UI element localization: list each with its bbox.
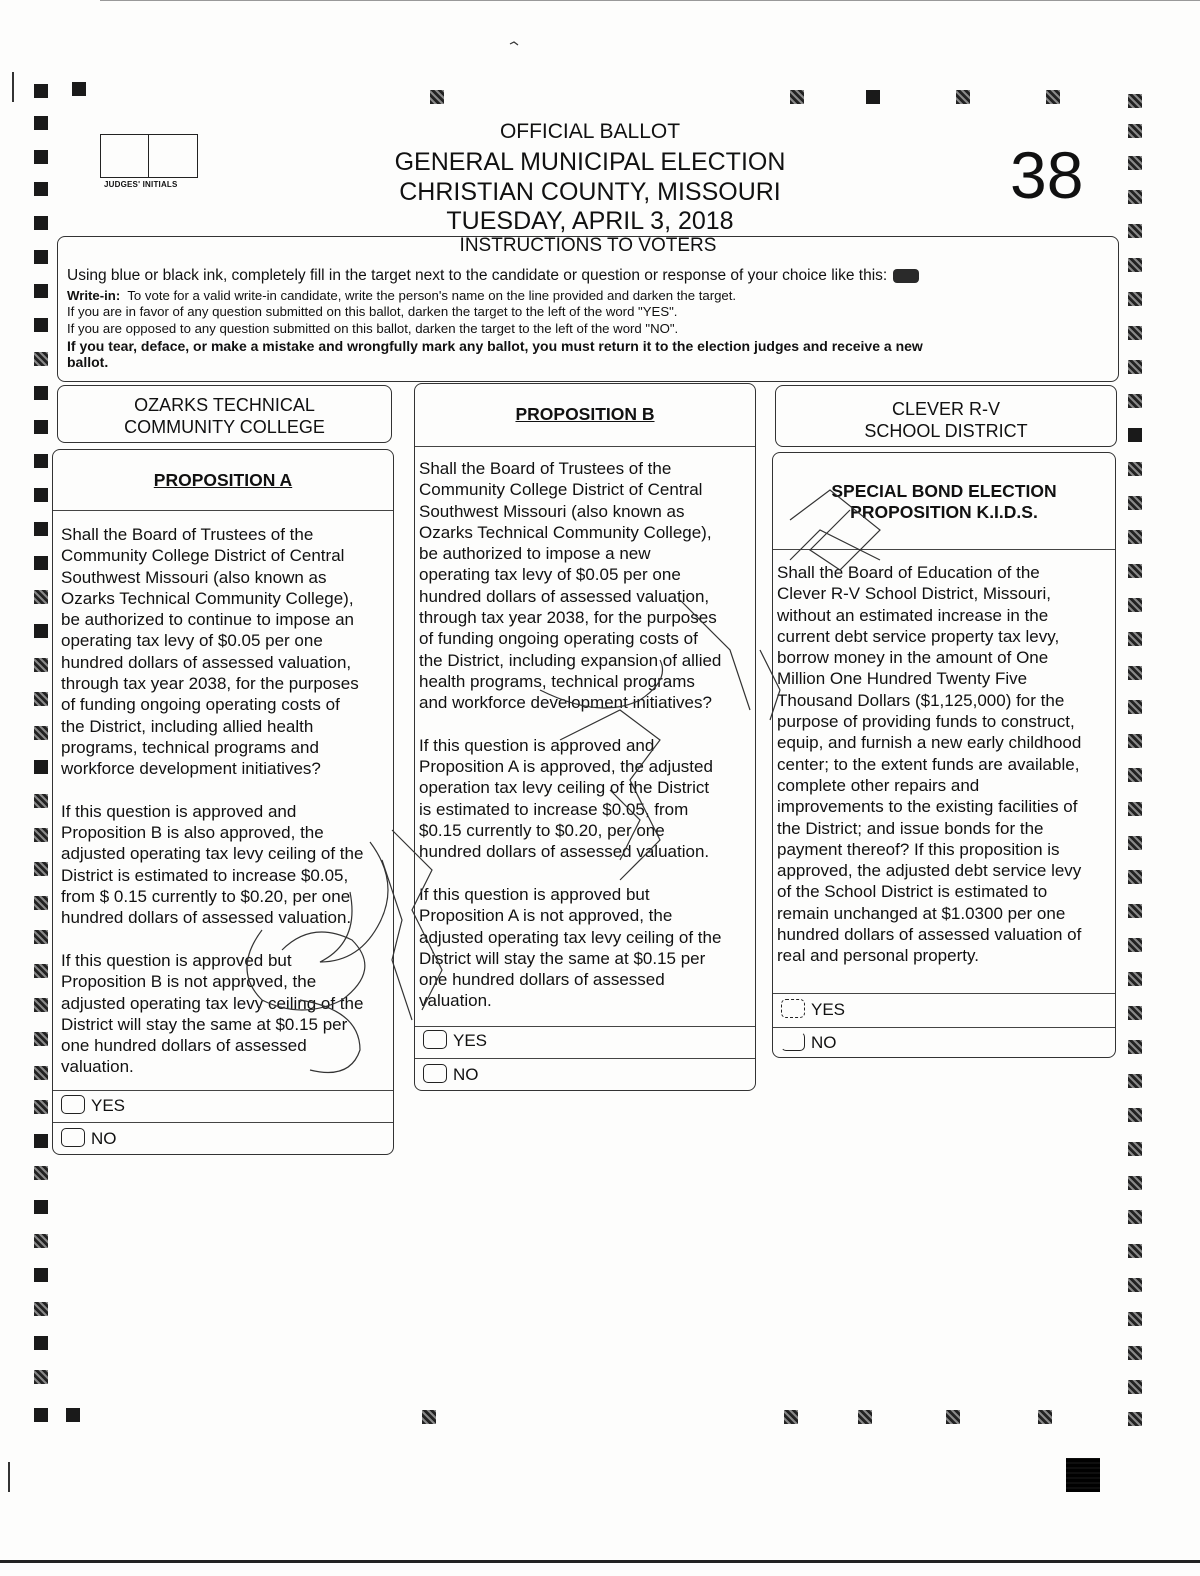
proposition-text-line: approved, the adjusted debt service levy <box>777 861 1082 881</box>
timing-mark <box>34 1134 48 1148</box>
timing-mark <box>1128 734 1142 748</box>
proposition-text-line: Southwest Missouri (also known as <box>419 501 685 521</box>
instruction-line <box>67 268 919 284</box>
timing-mark <box>72 82 86 96</box>
timing-mark <box>1128 904 1142 918</box>
timing-mark <box>1128 224 1142 238</box>
timing-mark <box>66 1408 80 1422</box>
instruction-text: To vote for a valid write-in candidate, write the person's name on the line provided and darken the target. <box>127 288 737 303</box>
proposition-text-line: hundred dollars of assessed valuation. <box>419 842 710 862</box>
timing-mark <box>1128 394 1142 408</box>
proposition-text-line: Ozarks Technical Community College), <box>61 588 354 608</box>
timing-mark <box>34 284 48 298</box>
yes-option[interactable] <box>781 1000 845 1020</box>
divider <box>415 1058 755 1059</box>
timing-mark <box>34 522 48 536</box>
county-name: CHRISTIAN COUNTY, MISSOURI <box>399 178 781 206</box>
proposition-text-line: hundred dollars of assessed valuation, <box>61 652 352 672</box>
proposition-text-line: through tax year 2038, for the purposes <box>419 608 717 628</box>
proposition-text-line: If this question is approved but <box>61 950 292 970</box>
proposition-text-line: Shall the Board of Trustees of the <box>419 459 672 478</box>
proposition-a-box <box>52 449 394 1155</box>
timing-mark <box>1128 258 1142 272</box>
timing-mark <box>34 624 48 638</box>
ballot-number: 38 <box>1010 138 1084 212</box>
timing-mark <box>1128 1380 1142 1394</box>
proposition-text-line: Clever R-V School District, Missouri, <box>777 584 1051 604</box>
divider <box>415 1026 755 1027</box>
proposition-title: PROPOSITION A <box>153 470 293 490</box>
timing-mark <box>956 90 970 104</box>
option-label: YES <box>811 1000 846 1019</box>
column-heading-line: CLEVER R-V <box>891 399 1001 419</box>
timing-mark <box>34 998 48 1012</box>
timing-mark <box>34 964 48 978</box>
proposition-text-line: through tax year 2038, for the purposes <box>61 674 359 694</box>
yes-option[interactable] <box>423 1031 487 1051</box>
proposition-text-line: and workforce development initiatives? <box>419 693 712 713</box>
proposition-text-line: Community College District of Central <box>61 546 345 566</box>
timing-mark <box>1128 1108 1142 1122</box>
timing-mark <box>422 1410 436 1424</box>
timing-mark <box>34 930 48 944</box>
timing-mark <box>1128 1278 1142 1292</box>
timing-mark <box>784 1410 798 1424</box>
timing-mark <box>946 1410 960 1424</box>
timing-mark <box>1128 1346 1142 1360</box>
timing-mark <box>1128 700 1142 714</box>
timing-mark <box>34 1200 48 1214</box>
timing-mark <box>1128 94 1142 108</box>
judges-initials-box[interactable] <box>100 134 198 178</box>
proposition-text-line: adjusted operating tax levy ceiling of the <box>61 993 364 1013</box>
proposition-text-line <box>419 714 721 735</box>
proposition-text-line: Southwest Missouri (also known as <box>61 567 327 587</box>
timing-mark <box>1128 836 1142 850</box>
proposition-text-line: Shall the Board of Trustees of the <box>61 525 314 544</box>
timing-mark <box>34 658 48 672</box>
vote-target[interactable] <box>423 1030 447 1049</box>
instruction-line: If you are opposed to any question submitted on this ballot, darken the target to the left of the word "NO". <box>67 321 679 336</box>
timing-mark <box>34 590 48 604</box>
proposition-text-line: valuation. <box>419 991 492 1011</box>
proposition-title: PROPOSITION B <box>515 404 655 424</box>
timing-mark <box>34 1370 48 1384</box>
divider <box>773 993 1115 994</box>
proposition-text-line: hundred dollars of assessed valuation of <box>777 925 1082 945</box>
timing-mark <box>858 1410 872 1424</box>
proposition-text-line: the District, including expansion of allied <box>419 650 722 670</box>
ballot-title: OFFICIAL BALLOT <box>499 120 681 143</box>
yes-option[interactable] <box>61 1096 125 1116</box>
timing-mark <box>34 726 48 740</box>
timing-mark <box>1128 1244 1142 1258</box>
timing-mark <box>34 84 48 98</box>
proposition-text-line: be authorized to continue to impose an <box>61 610 354 630</box>
timing-mark <box>1128 972 1142 986</box>
timing-mark <box>34 1066 48 1080</box>
divider <box>773 1027 1115 1028</box>
timing-mark <box>1128 598 1142 612</box>
column-heading-line: COMMUNITY COLLEGE <box>124 417 325 437</box>
proposition-text-line: the District, including allied health <box>61 716 314 736</box>
timing-mark <box>1128 1074 1142 1088</box>
proposition-text-line: remain unchanged at $1.0300 per one <box>777 903 1066 923</box>
timing-mark <box>1128 938 1142 952</box>
election-name: GENERAL MUNICIPAL ELECTION <box>394 148 786 176</box>
timing-mark <box>34 488 48 502</box>
election-date: TUESDAY, APRIL 3, 2018 <box>446 207 734 235</box>
timing-mark <box>1128 1176 1142 1190</box>
proposition-b-box <box>414 383 756 1091</box>
page-bottom-edge <box>0 1560 1200 1563</box>
vote-target[interactable] <box>61 1095 85 1114</box>
proposition-text-line <box>419 863 721 884</box>
proposition-text-line: $0.15 currently to $0.20, per one <box>419 821 665 841</box>
proposition-text-line: hundred dollars of assessed valuation. <box>61 908 352 928</box>
divider <box>53 510 393 511</box>
timing-mark <box>1128 124 1142 138</box>
proposition-text-line: Community College District of Central <box>419 480 703 500</box>
proposition-text-line: operation tax levy ceiling of the District <box>419 778 710 798</box>
option-label: NO <box>453 1065 479 1084</box>
proposition-text-line: operating tax levy of $0.05 per one <box>61 631 323 651</box>
divider <box>53 1122 393 1123</box>
timing-mark <box>34 420 48 434</box>
timing-mark <box>34 760 48 774</box>
option-label: YES <box>453 1031 488 1050</box>
proposition-text-line: District will stay the same at $0.15 per <box>61 1014 348 1034</box>
column-heading-line: SCHOOL DISTRICT <box>864 421 1028 441</box>
timing-mark <box>1128 1142 1142 1156</box>
timing-mark <box>1128 564 1142 578</box>
timing-mark <box>34 1302 48 1316</box>
divider <box>415 446 755 447</box>
proposition-text-line: District is estimated to increase $0.05, <box>61 865 349 885</box>
timing-mark <box>34 386 48 400</box>
proposition-text-line: programs, technical programs and <box>61 737 319 757</box>
timing-mark <box>34 454 48 468</box>
timing-mark <box>34 116 48 130</box>
timing-mark <box>1128 666 1142 680</box>
timing-mark <box>34 1100 48 1114</box>
timing-mark <box>1128 1006 1142 1020</box>
instruction-text: Using blue or black ink, completely fill in the target next to the candidate or question or response of your choice like this: <box>67 267 888 284</box>
proposition-title: SPECIAL BOND ELECTION <box>831 481 1057 501</box>
proposition-text-line: adjusted operating tax levy ceiling of the <box>61 844 364 864</box>
proposition-text-line: Thousand Dollars ($1,125,000) for the <box>777 690 1065 710</box>
timing-mark <box>1128 462 1142 476</box>
instruction-line: ballot. <box>67 354 109 370</box>
timing-mark <box>1128 1040 1142 1054</box>
timing-mark <box>1128 1312 1142 1326</box>
no-option[interactable] <box>781 1033 837 1053</box>
proposition-text-line: improvements to the existing facilities of <box>777 797 1078 817</box>
proposition-text-line: one hundred dollars of assessed <box>419 970 665 990</box>
proposition-text-line: current debt service property tax levy, <box>777 626 1060 646</box>
timing-mark <box>34 352 48 366</box>
proposition-text-line: Million One Hundred Twenty Five <box>777 669 1028 689</box>
timing-mark <box>34 794 48 808</box>
timing-mark <box>34 1268 48 1282</box>
proposition-text-line: Proposition A is approved, the adjusted <box>419 757 713 777</box>
proposition-kids-box <box>772 452 1116 1058</box>
proposition-text-line: adjusted operating tax levy ceiling of the <box>419 927 722 947</box>
proposition-text-line: Shall the Board of Education of the <box>777 563 1040 582</box>
option-label: NO <box>811 1033 837 1052</box>
judge-initial-cell[interactable] <box>101 135 149 177</box>
timing-mark <box>1128 190 1142 204</box>
timing-mark <box>34 1234 48 1248</box>
proposition-text-line: health programs, technical programs <box>419 671 695 691</box>
proposition-text-line <box>61 780 363 801</box>
proposition-text <box>61 524 363 1078</box>
no-option[interactable] <box>61 1129 117 1149</box>
proposition-text-line: District will stay the same at $0.15 per <box>419 948 706 968</box>
proposition-text-line: hundred dollars of assessed valuation, <box>419 586 710 606</box>
proposition-text-line: one hundred dollars of assessed <box>61 1036 307 1056</box>
scribble-stroke <box>510 42 518 45</box>
proposition-text-line: is estimated to increase $0.05, from <box>419 799 689 819</box>
timing-mark <box>34 862 48 876</box>
timing-mark <box>34 1166 48 1180</box>
divider <box>773 549 1115 550</box>
proposition-text-line: purpose of providing funds to construct, <box>777 712 1075 732</box>
timing-mark <box>1128 802 1142 816</box>
filled-target-sample-icon <box>893 269 919 283</box>
timing-mark <box>34 1336 48 1350</box>
timing-mark <box>1128 292 1142 306</box>
timing-mark <box>34 1408 48 1422</box>
proposition-text-line: of funding ongoing operating costs of <box>61 695 340 715</box>
proposition-text-line: real and personal property. <box>777 946 979 966</box>
column-heading-box <box>57 385 392 443</box>
option-label: NO <box>91 1129 117 1148</box>
barcode-icon <box>1066 1458 1100 1492</box>
option-label: YES <box>91 1096 126 1115</box>
proposition-text-line: valuation. <box>61 1057 134 1077</box>
proposition-text-line: Ozarks Technical Community College), <box>419 522 712 542</box>
proposition-text-line: be authorized to impose a new <box>419 544 651 564</box>
timing-mark <box>34 828 48 842</box>
proposition-text-line: from $ 0.15 currently to $0.20, per one <box>61 887 351 907</box>
proposition-text-line: of the School District is estimated to <box>777 882 1048 902</box>
timing-mark <box>34 896 48 910</box>
timing-mark <box>1128 428 1142 442</box>
timing-mark <box>1038 1410 1052 1424</box>
proposition-title: PROPOSITION K.I.D.S. <box>850 502 1038 522</box>
timing-mark <box>1128 768 1142 782</box>
timing-mark <box>34 182 48 196</box>
proposition-text-line: payment thereof? If this proposition is <box>777 839 1060 859</box>
timing-mark <box>1128 496 1142 510</box>
timing-mark <box>1128 326 1142 340</box>
vote-target[interactable] <box>423 1064 447 1083</box>
divider <box>53 1090 393 1091</box>
proposition-text-line: without an estimated increase in the <box>777 605 1049 625</box>
proposition-text-line: complete other repairs and <box>777 775 980 795</box>
timing-mark <box>1128 530 1142 544</box>
timing-mark <box>790 90 804 104</box>
instruction-line: If you tear, deface, or make a mistake and wrongfully mark any ballot, you must return it to the election judges and receive a new <box>67 338 923 354</box>
timing-mark <box>34 1032 48 1046</box>
timing-mark <box>866 90 880 104</box>
timing-mark <box>34 556 48 570</box>
timing-mark <box>1128 156 1142 170</box>
proposition-text-line: the District; and issue bonds for the <box>777 818 1044 838</box>
vote-target[interactable] <box>781 1032 805 1051</box>
proposition-text <box>419 458 721 1012</box>
timing-mark <box>34 250 48 264</box>
proposition-text-line: If this question is approved but <box>419 884 650 904</box>
timing-mark <box>1128 632 1142 646</box>
no-option[interactable] <box>423 1065 479 1085</box>
instructions-title: INSTRUCTIONS TO VOTERS <box>459 235 717 256</box>
instructions-box <box>57 236 1119 382</box>
timing-mark <box>34 150 48 164</box>
proposition-text-line: borrow money in the amount of One <box>777 648 1049 668</box>
timing-mark <box>1128 360 1142 374</box>
timing-mark <box>1046 90 1060 104</box>
proposition-text-line: equip, and furnish a new early childhood <box>777 733 1082 753</box>
write-in-label: Write-in: <box>67 288 121 303</box>
timing-mark <box>1128 1210 1142 1224</box>
page-top-edge <box>100 0 1200 1</box>
proposition-text-line: If this question is approved and <box>61 801 297 821</box>
timing-mark <box>34 692 48 706</box>
proposition-text-line: workforce development initiatives? <box>61 759 321 779</box>
scan-edge-line <box>12 72 14 102</box>
instruction-line <box>67 288 736 304</box>
column-heading-box <box>775 385 1117 447</box>
proposition-text-line: center; to the extent funds are available, <box>777 754 1080 774</box>
proposition-text-line: Proposition B is also approved, the <box>61 823 324 843</box>
instruction-line: If you are in favor of any question submitted on this ballot, darken the target to the left of the word "YES". <box>67 304 678 319</box>
proposition-text-line: of funding ongoing operating costs of <box>419 629 698 649</box>
timing-mark <box>430 90 444 104</box>
judges-initials-label: JUDGES' INITIALS <box>104 180 178 189</box>
proposition-text-line: Proposition B is not approved, the <box>61 972 317 992</box>
timing-mark <box>34 318 48 332</box>
proposition-text-line: If this question is approved and <box>419 735 655 755</box>
vote-target[interactable] <box>61 1128 85 1147</box>
scan-edge-line <box>8 1462 10 1492</box>
vote-target[interactable] <box>781 999 805 1018</box>
proposition-text-line: Proposition A is not approved, the <box>419 906 673 926</box>
proposition-text-line: operating tax levy of $0.05 per one <box>419 565 681 585</box>
proposition-text <box>777 562 1081 967</box>
proposition-text-line <box>61 929 363 950</box>
timing-mark <box>34 216 48 230</box>
timing-mark <box>1128 1412 1142 1426</box>
timing-mark <box>1128 870 1142 884</box>
column-heading-line: OZARKS TECHNICAL <box>134 395 315 415</box>
